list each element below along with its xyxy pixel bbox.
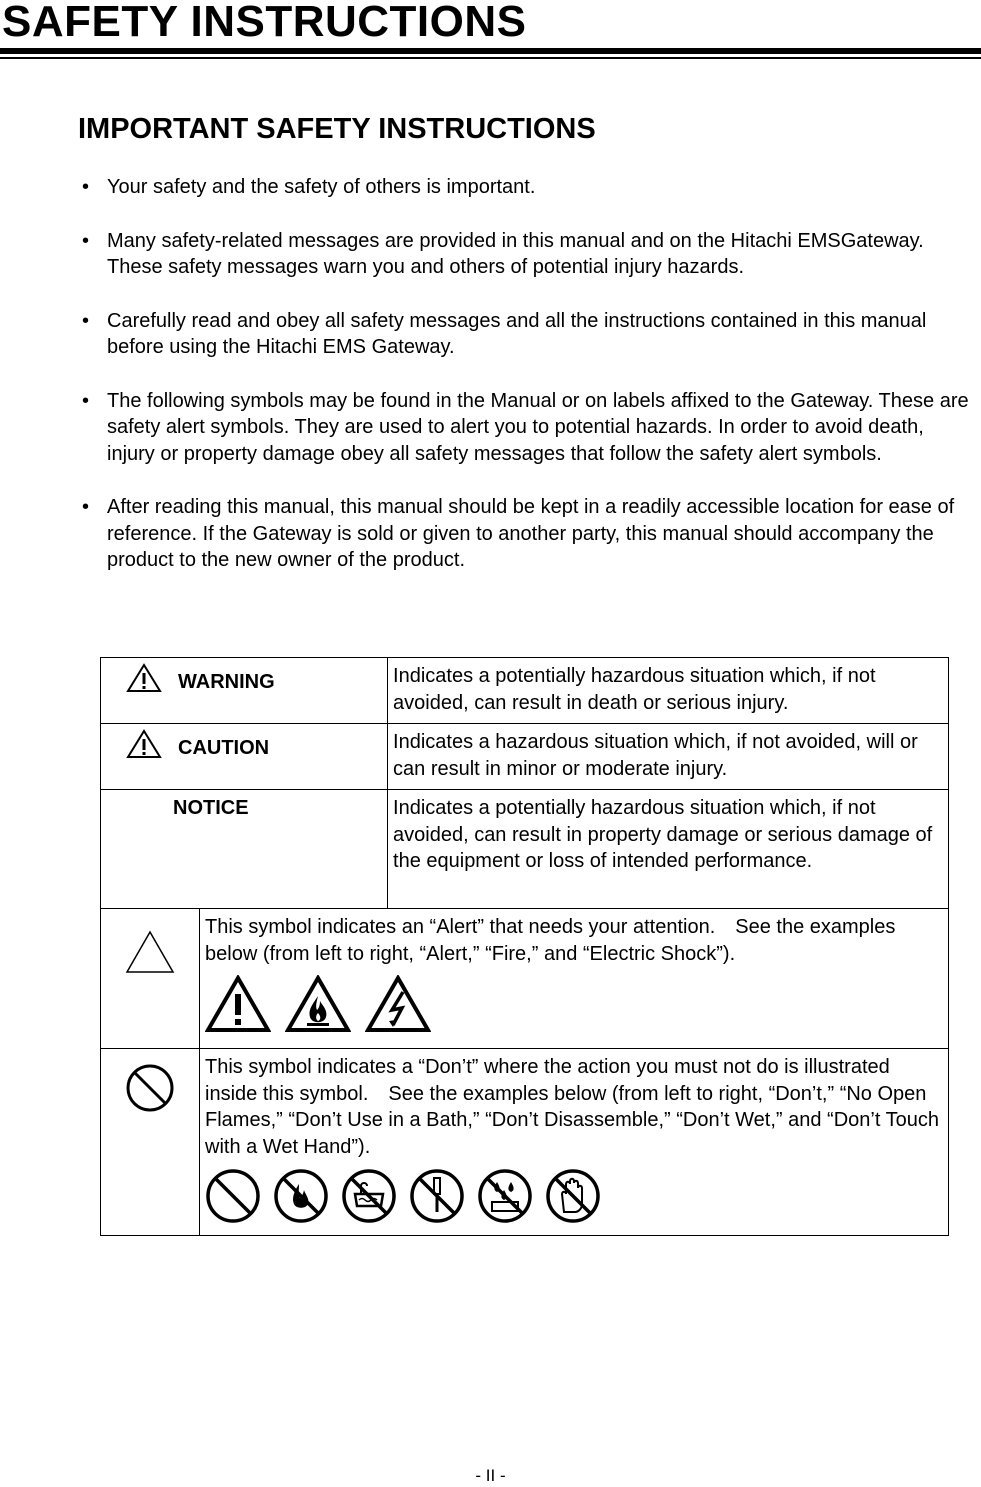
bullet-dot: • — [82, 389, 90, 412]
caution-row — [101, 724, 949, 790]
prohibition-circle-icon — [124, 1062, 176, 1114]
warning-triangle-icon — [126, 663, 162, 701]
bullet-item — [78, 308, 973, 361]
prohibition-examples — [205, 1168, 943, 1224]
bullet-dot: • — [82, 176, 90, 198]
warning-description: Indicates a potentially hazardous situation which, if not avoided, can result in death or serious injury. — [388, 658, 949, 724]
prohibition-symbol-description-cell — [200, 1049, 949, 1236]
bullet-dot: • — [82, 309, 90, 332]
warning-triangle-icon — [126, 729, 162, 767]
bullet-dot: • — [82, 496, 90, 518]
dont-use-in-bath-icon — [341, 1168, 397, 1224]
dont-touch-wet-hand-icon — [545, 1168, 601, 1224]
bullet-text: Your safety and the safety of others is important. — [107, 176, 536, 198]
header-rule-thick — [0, 48, 981, 54]
bullet-item — [78, 174, 973, 201]
warning-row — [101, 658, 949, 724]
page-title: SAFETY INSTRUCTIONS — [2, 0, 527, 46]
notice-description: Indicates a potentially hazardous situation which, if not avoided, can result in property damage or serious damage of the equipment or loss of intended performance. — [388, 790, 949, 909]
dont-wet-icon — [477, 1168, 533, 1224]
caution-label: CAUTION — [178, 737, 270, 759]
bullet-text: The following symbols may be found in the Manual or on labels affixed to the Gateway. These are safety alert symbols. They are used to alert you to potential hazards. In order to avoid death, injury or property damage obey all safety messages that follow the safety alert symbols. — [107, 389, 969, 465]
caution-signal-cell — [101, 724, 388, 790]
bullet-item — [78, 388, 973, 468]
warning-label: WARNING — [178, 671, 275, 693]
prohibition-symbol-row — [101, 1049, 949, 1236]
section-title: IMPORTANT SAFETY INSTRUCTIONS — [78, 113, 596, 145]
alert-symbol-description: This symbol indicates an “Alert” that needs your attention. See the examples below (from left to right, “Alert,” “Fire,” and “Electric Shock”). — [205, 916, 896, 965]
alert-symbol-description-cell — [200, 909, 949, 1049]
no-open-flames-icon — [273, 1168, 329, 1224]
bullet-text: After reading this manual, this manual should be kept in a readily accessible location for ease of reference. If the Gateway is sold or given to another party, this manual should accompany the product to the new owner of the product. — [107, 496, 955, 571]
bullet-item — [78, 228, 973, 281]
safety-symbol-table — [100, 657, 949, 1236]
header-rule-thin — [0, 57, 981, 59]
notice-signal-cell — [101, 790, 388, 909]
alert-symbol-row — [101, 909, 949, 1049]
notice-label: NOTICE — [173, 797, 249, 819]
dont-disassemble-icon — [409, 1168, 465, 1224]
alert-examples — [205, 975, 943, 1033]
bullet-list — [78, 174, 973, 601]
bullet-text: Many safety-related messages are provided in this manual and on the Hitachi EMSGateway. These safety messages warn you and others of potential injury hazards. — [107, 229, 924, 278]
alert-symbol-cell — [101, 909, 200, 1049]
alert-icon — [205, 975, 271, 1033]
page-number: - II - — [475, 1466, 506, 1485]
bullet-dot: • — [82, 229, 90, 252]
bullet-item — [78, 494, 973, 574]
bullet-text: Carefully read and obey all safety messages and all the instructions contained in this manual before using the Hitachi EMS Gateway. — [107, 309, 927, 358]
electric-shock-icon — [365, 975, 431, 1033]
alert-triangle-outline-icon — [124, 928, 176, 976]
prohibition-symbol-description: This symbol indicates a “Don’t” where the action you must not do is illustrated inside this symbol. See the examples below (from left to right, “Don’t,” “No Open Flames,” “Don’t Use in a Bath,” “Don’t Disassemble,” “Don’t Wet,” and “Don’t Touch with a Wet Hand”). — [205, 1056, 939, 1158]
caution-description: Indicates a hazardous situation which, if not avoided, will or can result in minor or moderate injury. — [388, 724, 949, 790]
warning-signal-cell — [101, 658, 388, 724]
dont-icon — [205, 1168, 261, 1224]
prohibition-symbol-cell — [101, 1049, 200, 1236]
fire-icon — [285, 975, 351, 1033]
notice-row — [101, 790, 949, 909]
